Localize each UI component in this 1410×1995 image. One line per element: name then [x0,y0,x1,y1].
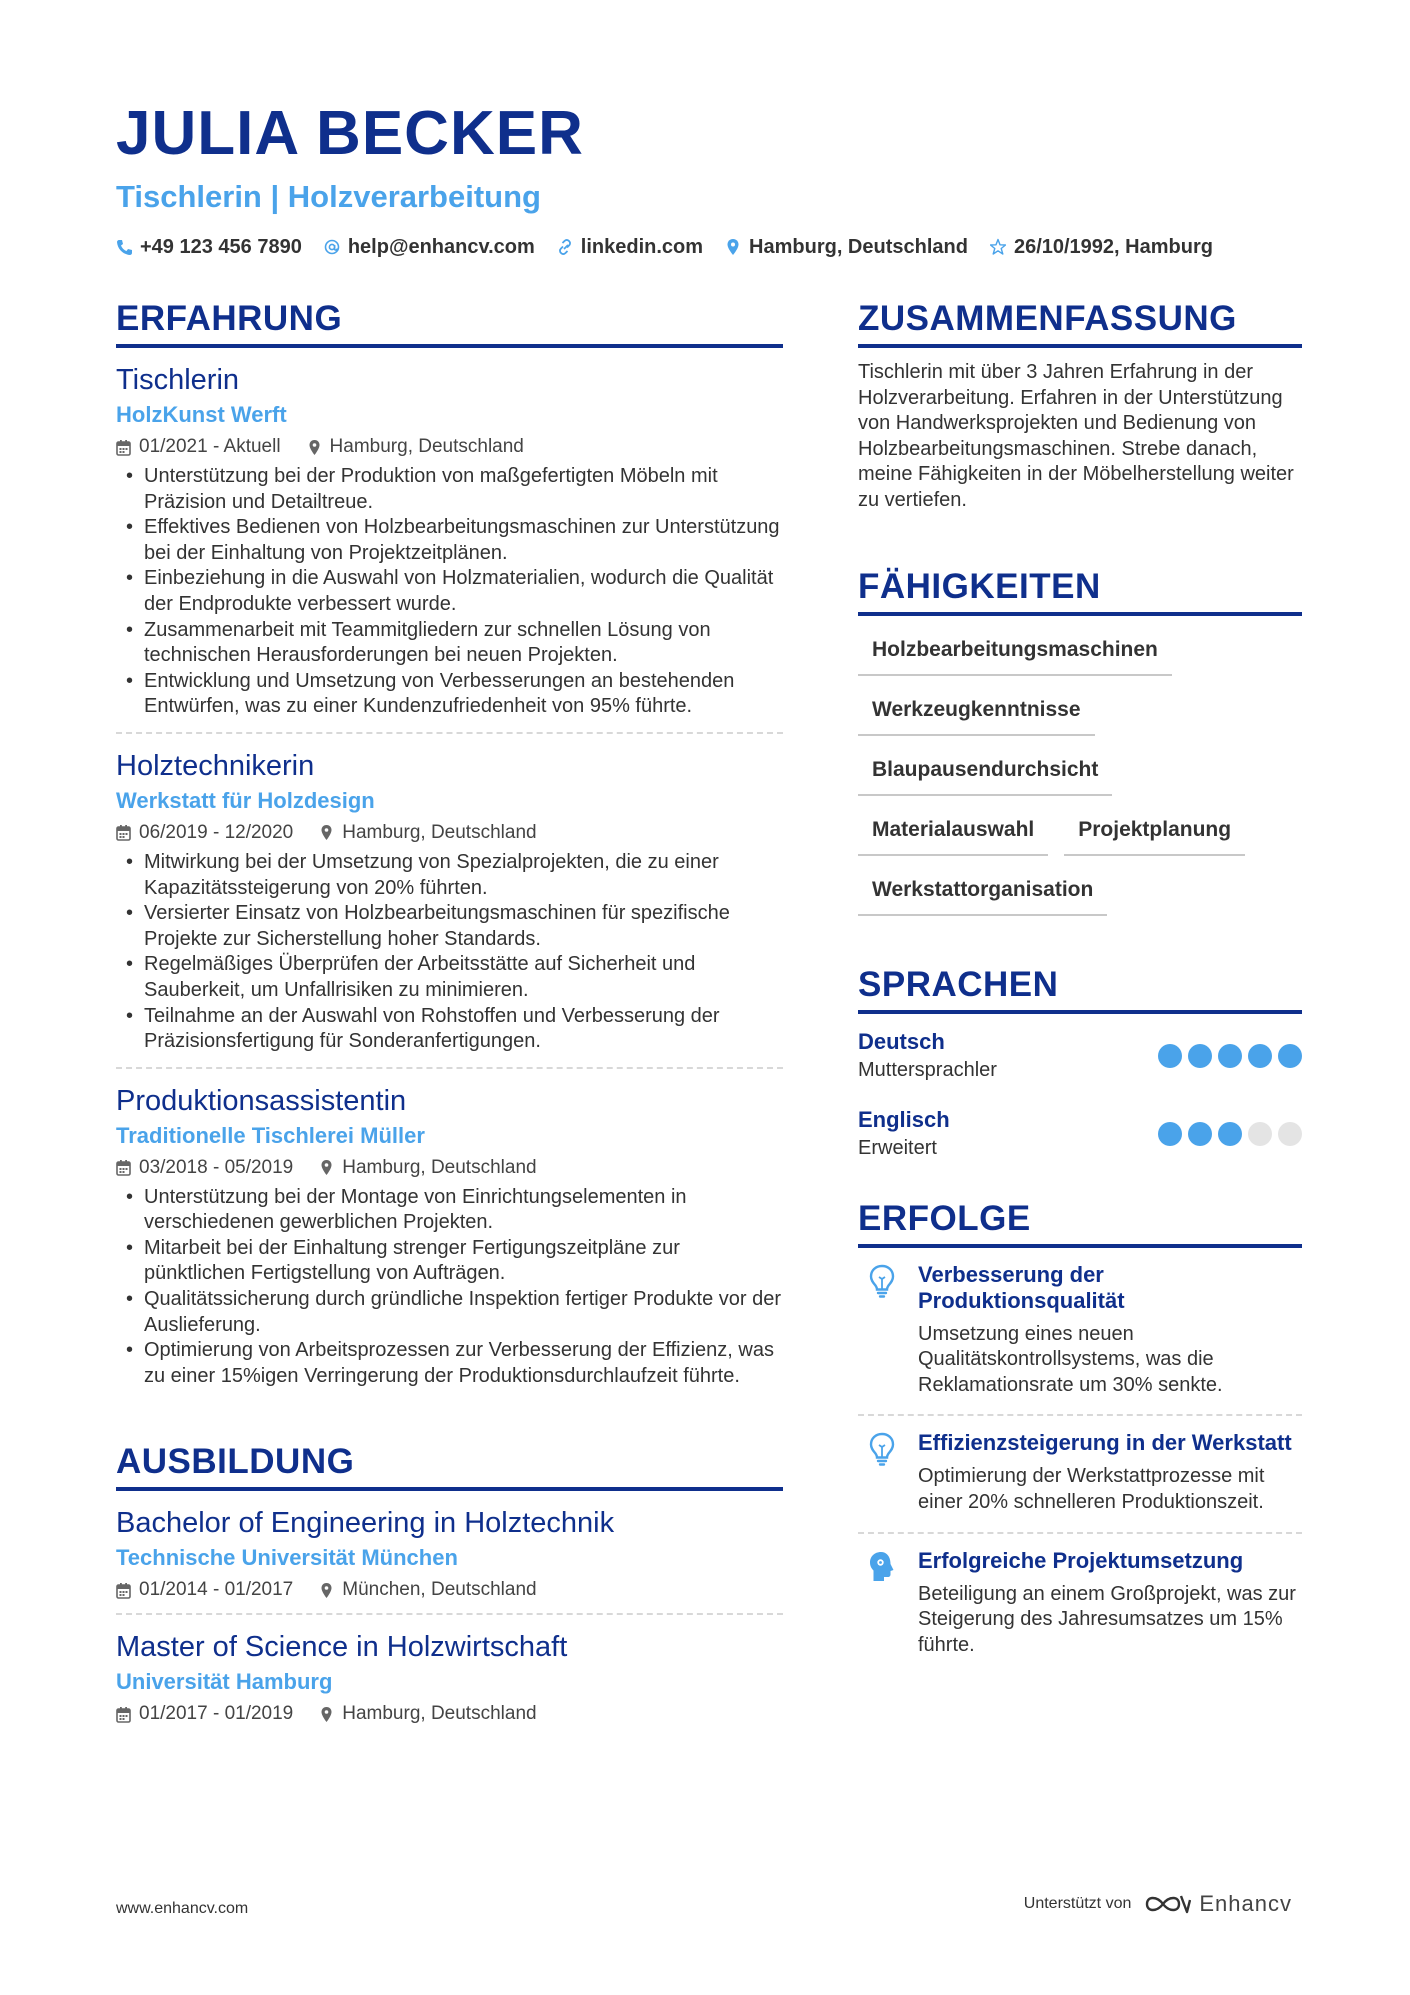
job-bullets [116,464,783,720]
contact-email-text: help@enhancv.com [347,236,535,258]
bullet-item: • Teilnahme an der Auswahl von Rohstoffen und Verbesserung der Präzisionsfertigung für Sonderanfertigungen. [116,1004,783,1055]
summary-section [858,298,1302,514]
left-column [116,298,783,1737]
achievement-item [858,1416,1302,1533]
location-text: Hamburg, Deutschland [342,1156,537,1178]
meta-row [116,820,783,846]
bullet-item: • Mitwirkung bei der Umsetzung von Spezialprojekten, die zu einer Kapazitätssteigerung von 20% führten. [116,850,783,901]
rating-dot-filled [1158,1122,1182,1146]
achievement-body [918,1430,1302,1515]
school-name: Technische Universität München [116,1545,458,1571]
job-bullets [116,850,783,1055]
company-name: Werkstatt für Holzdesign [116,787,375,813]
powered-by-text: Unterstützt von [1023,1895,1132,1912]
languages-list [858,1028,1302,1162]
education-heading: AUSBILDUNG [116,1441,783,1491]
date-range [116,434,281,460]
date-range [116,1155,293,1181]
bullet-item: • Unterstützung bei der Produktion von maßgefertigten Möbeln mit Präzision und Detailtreue. [116,464,783,515]
achievements-list [858,1248,1302,1675]
contact-birth [990,234,1213,260]
contact-email[interactable] [324,234,535,260]
meta-row [116,434,783,460]
meta-row [116,1155,783,1181]
link-icon [557,238,573,256]
language-row [858,1028,1302,1084]
job-entry [116,348,783,734]
contact-birth-text: 26/10/1992, Hamburg [1013,236,1213,258]
location [319,1577,536,1603]
experience-heading: ERFAHRUNG [116,298,783,348]
skill-tag: Materialauswahl [858,804,1048,856]
rating-dot-empty [1278,1122,1302,1146]
contact-location [725,234,968,260]
candidate-title: Tischlerin | Holzverarbeitung [116,179,541,214]
achievement-item [858,1248,1302,1417]
rating-dot-filled [1218,1122,1242,1146]
location [307,434,524,460]
summary-text: Tischlerin mit über 3 Jahren Erfahrung in der Holzverarbeitung. Erfahren in der Unterstützung von Handwerksprojekten und Bedienung von Holzbearbeitungsmaschinen. Strebe danach, meine Fähigkeiten in der Möbelherstellung weiter zu vertiefen. [858,361,1294,511]
location-text: Hamburg, Deutschland [329,436,524,457]
skill-tag: Holzbearbeitungsmaschinen [858,624,1172,676]
location-text: München, Deutschland [342,1579,537,1601]
date-range [116,820,293,846]
skill-tag: Projektplanung [1064,804,1245,856]
star-icon [990,238,1006,256]
meta-row [116,1701,783,1727]
location-pin-icon [319,824,334,841]
languages-section [858,964,1302,1162]
date-text: 03/2018 - 05/2019 [139,1156,294,1178]
rating-dot-filled [1188,1044,1212,1068]
bullet-item: • Optimierung von Arbeitsprozessen zur Verbesserung der Effizienz, was zu einer 15%igen Verringerung der Produktionsdurchlaufzeit führte. [116,1338,783,1389]
calendar-icon [116,1706,131,1723]
job-title: Holztechnikerin [116,749,315,782]
rating-dot-filled [1158,1044,1182,1068]
contact-location-text: Hamburg, Deutschland [749,236,968,258]
rating-dot-filled [1188,1122,1212,1146]
language-info [858,1028,997,1084]
location-pin-icon [725,238,741,256]
experience-section [116,298,783,1401]
education-entry [116,1491,783,1615]
skills-heading: FÄHIGKEITEN [858,566,1302,616]
location-pin-icon [319,1706,334,1723]
language-info [858,1106,950,1162]
job-entry [116,1069,783,1402]
achievement-title: Verbesserung der Produktionsqualität [918,1261,1125,1313]
achievement-title: Effizienzsteigerung in der Werkstatt [918,1430,1292,1456]
rating-dot-filled [1218,1044,1242,1068]
job-bullets [116,1185,783,1390]
achievements-section [858,1198,1302,1675]
calendar-icon [116,824,131,841]
achievement-body [918,1548,1302,1659]
company-name: Traditionelle Tischlerei Müller [116,1122,425,1148]
contact-phone-text: +49 123 456 7890 [140,236,302,258]
achievement-description: Beteiligung an einem Großprojekt, was zur Steigerung des Jahresumsatzes um 15% führte. [918,1582,1296,1656]
skill-tag: Werkzeugkenntnisse [858,684,1095,736]
contact-linkedin-text: linkedin.com [580,236,704,258]
education-entry [116,1615,783,1737]
education-list [116,1491,783,1737]
language-name: Deutsch [858,1028,945,1054]
skills-list [858,624,1302,924]
bullet-item: • Mitarbeit bei der Einhaltung strenger Fertigungszeitpläne zur pünktlichen Fertigstellung von Aufträgen. [116,1236,783,1287]
location [319,820,536,846]
brand-name: Enhancv [1199,1891,1292,1916]
skill-tag: Blaupausendurchsicht [858,744,1112,796]
calendar-icon [116,1159,131,1176]
languages-heading: SPRACHEN [858,964,1302,1014]
calendar-icon [116,1582,131,1599]
language-row [858,1106,1302,1162]
achievements-heading: ERFOLGE [858,1198,1302,1248]
rating-dot-empty [1248,1122,1272,1146]
language-rating [1152,1044,1302,1068]
job-entry [116,734,783,1069]
bullet-item: • Einbeziehung in die Auswahl von Holzmaterialien, wodurch die Qualität der Endprodukte verbessert wurde. [116,566,783,617]
education-section [116,1441,783,1737]
achievement-item [858,1534,1302,1675]
degree-title: Bachelor of Engineering in Holztechnik [116,1507,615,1540]
location-pin-icon [307,439,322,456]
head-gear-icon [868,1550,896,1584]
enhancv-logo-icon [1143,1890,1191,1918]
rating-dot-filled [1248,1044,1272,1068]
skills-section [858,566,1302,924]
language-name: Englisch [858,1106,950,1132]
location [319,1701,536,1727]
resume-header [116,98,1296,260]
footer-website[interactable]: www.enhancv.com [116,1900,249,1917]
date-range [116,1577,293,1603]
date-text: 06/2019 - 12/2020 [139,821,294,843]
location-pin-icon [319,1159,334,1176]
location-text: Hamburg, Deutschland [342,821,537,843]
summary-heading: ZUSAMMENFASSUNG [858,298,1302,348]
bullet-item: • Entwicklung und Umsetzung von Verbesserungen an bestehenden Entwürfen, was zu einer Kundenzufriedenheit von 95% führte. [116,669,783,720]
school-name: Universität Hamburg [116,1669,333,1695]
candidate-name: JULIA BECKER [116,99,584,168]
date-range [116,1701,293,1727]
experience-list [116,348,783,1401]
achievement-description: Optimierung der Werkstattprozesse mit einer 20% schnelleren Produktionszeit. [918,1465,1265,1513]
company-name: HolzKunst Werft [116,402,287,427]
rating-dot-filled [1278,1044,1302,1068]
language-rating [1152,1122,1302,1146]
achievement-description: Umsetzung eines neuen Qualitätskontrollsystems, was die Reklamationsrate um 30% senkte. [918,1322,1223,1396]
calendar-icon [116,439,131,456]
right-column [858,298,1302,1674]
footer-branding [1024,1890,1292,1918]
contact-linkedin[interactable] [557,234,703,260]
location-pin-icon [319,1582,334,1599]
at-icon [324,238,340,256]
date-text: 01/2017 - 01/2019 [139,1703,294,1725]
degree-title: Master of Science in Holzwirtschaft [116,1631,568,1664]
date-text: 01/2021 - Aktuell [139,436,281,457]
meta-row [116,1577,783,1603]
achievement-body [918,1262,1302,1399]
language-level: Erweitert [858,1136,937,1159]
lightbulb-icon [868,1432,896,1466]
bullet-item: • Effektives Bedienen von Holzbearbeitungsmaschinen zur Unterstützung bei der Einhaltung von Projektzeitplänen. [116,515,783,566]
contact-bar [116,234,1296,260]
skill-tag: Werkstattorganisation [858,864,1107,916]
location-text: Hamburg, Deutschland [342,1703,537,1725]
lightbulb-icon [868,1264,896,1298]
job-title: Produktionsassistentin [116,1084,407,1117]
bullet-item: • Qualitätssicherung durch gründliche Inspektion fertiger Produkte vor der Auslieferung. [116,1287,783,1338]
bullet-item: • Regelmäßiges Überprüfen der Arbeitsstätte auf Sicherheit und Sauberkeit, um Unfallrisiken zu minimieren. [116,952,783,1003]
date-text: 01/2014 - 01/2017 [139,1579,294,1601]
bullet-item: • Unterstützung bei der Montage von Einrichtungselementen in verschiedenen gewerblichen Projekten. [116,1185,783,1236]
bullet-item: • Versierter Einsatz von Holzbearbeitungsmaschinen für spezifische Projekte zur Sicherstellung hoher Standards. [116,901,783,952]
phone-icon [116,238,132,256]
location [319,1155,536,1181]
job-title: Tischlerin [116,364,240,396]
contact-phone[interactable] [116,234,302,260]
bullet-item: • Zusammenarbeit mit Teammitgliedern zur schnellen Lösung von technischen Herausforderungen bei neuen Projekten. [116,618,783,669]
language-level: Muttersprachler [858,1058,997,1081]
achievement-title: Erfolgreiche Projektumsetzung [918,1547,1244,1573]
